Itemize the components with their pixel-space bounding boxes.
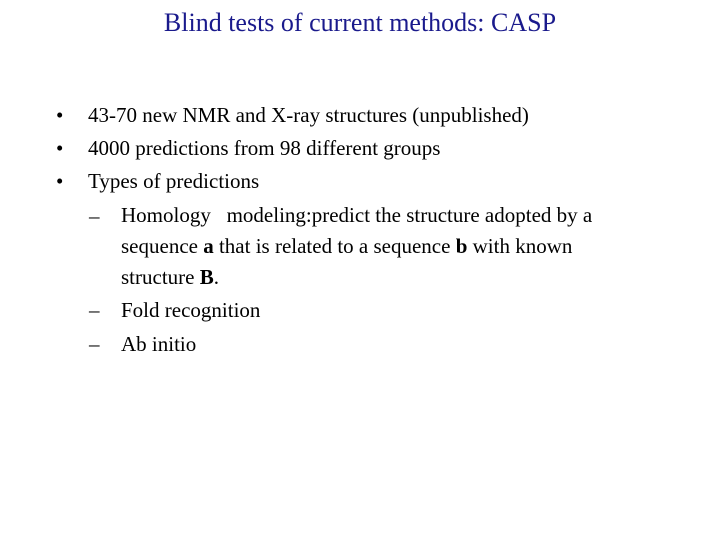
emphasis-B: B [199,265,214,289]
bullet-item-types [56,165,696,198]
homology-line-1: Homology modeling:predict the structure adopted by a [121,203,593,227]
sub-list [56,200,716,361]
sub-text-abinitio: Ab initio [121,332,197,356]
bullet-item-structures [56,99,696,132]
slide-title: Blind tests of current methods: CASP [163,8,557,37]
bullet-icon: • [56,136,64,160]
sub-item-fold-recognition [56,293,716,327]
text-fragment: . [213,265,219,289]
text-fragment: structure [121,265,200,289]
sub-item-ab-initio [56,327,716,361]
text-fragment: sequence [121,234,204,258]
bullet-text: 43-70 new NMR and X-ray structures (unpublished) [88,103,529,127]
text-fragment: that is related to a sequence [213,234,456,258]
bullet-item-predictions [56,132,696,165]
emphasis-b: b [455,234,468,258]
homology-line-2 [121,231,716,262]
dash-icon: – [89,332,100,356]
dash-icon: – [89,298,100,322]
bullet-text: 4000 predictions from 98 different groups [88,136,441,160]
sub-text-fold: Fold recognition [121,298,261,322]
sub-item-homology [56,200,716,293]
homology-line-3 [121,262,716,293]
bullet-icon: • [56,103,64,127]
text-fragment: with known [467,234,573,258]
dash-icon: – [89,204,100,228]
sub-text-homology [121,200,716,293]
bullet-text: Types of predictions [88,169,260,193]
emphasis-a: a [203,234,214,258]
bullet-list [56,99,696,198]
bullet-icon: • [56,169,64,193]
